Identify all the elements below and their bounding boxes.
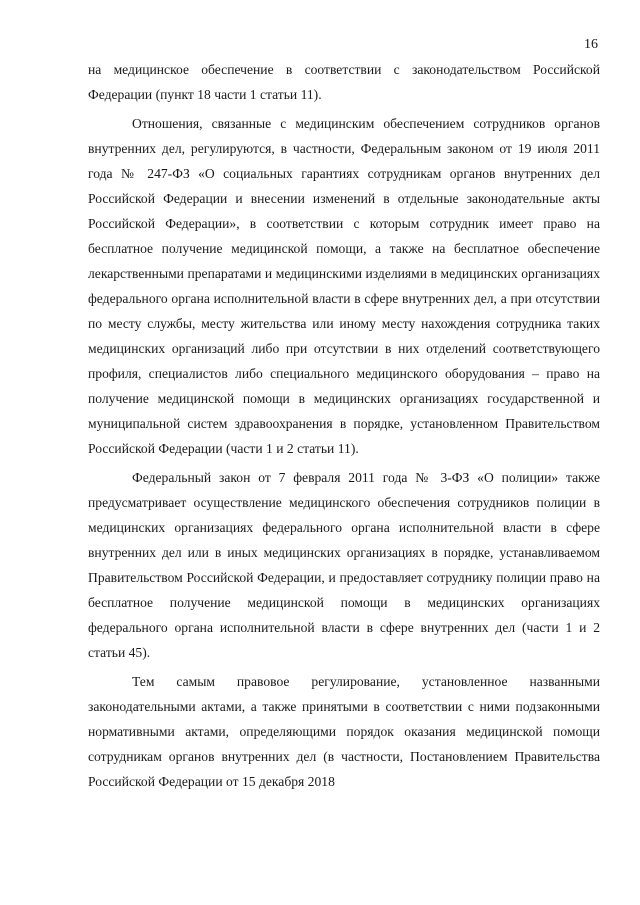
paragraph-medical-support-law: Отношения, связанные с медицинским обеспечением сотрудников органов внутренних дел, регулируются, в частности, Федеральным законом от 19 июля 2011 года № 247-ФЗ «О социальных гарантиях сотрудникам органов внутренних дел Российской Федерации и внесении изменений в отдельные законодательные акты Российской Федерации», в соответствии с которым сотрудник имеет право на бесплатное получение медицинской помощи, а также на бесплатное обеспечение лекарственными препаратами и медицинскими изделиями в медицинских организациях федерального органа исполнительной власти в сфере внутренних дел, а при отсутствии по месту службы, месту жительства или иному месту нахождения сотрудника таких медицинских организаций либо при отсутствии в них отделений соответствующего профиля, специалистов либо специального медицинского оборудования – право на получение медицинской помощи в медицинских организациях государственной и муниципальной систем здравоохранения в порядке, установленном Правительством Российской Федерации (части 1 и 2 статьи 11). (88, 116, 600, 456)
document-body (88, 57, 600, 794)
page-number: 16 (584, 37, 598, 52)
paragraph-police-law: Федеральный закон от 7 февраля 2011 года № 3-ФЗ «О полиции» также предусматривает осуществление медицинского обеспечения сотрудников полиции в медицинских организациях федерального органа исполнительной власти в сфере внутренних дел или в иных медицинских организациях в порядке, устанавливаемом Правительством Российской Федерации, и предоставляет сотруднику полиции право на бесплатное получение медицинской помощи в медицинских организациях федерального органа исполнительной власти в сфере внутренних дел (части 1 и 2 статьи 45). (88, 470, 600, 660)
paragraph-continuation: на медицинское обеспечение в соответствии с законодательством Российской Федерации (пункт 18 части 1 статьи 11). (88, 62, 600, 102)
paragraph-legal-regulation: Тем самым правовое регулирование, установленное названными законодательными актами, а также принятыми в соответствии с ними подзаконными нормативными актами, определяющими порядок оказания медицинской помощи сотрудникам органов внутренних дел (в частности, Постановлением Правительства Российской Федерации от 15 декабря 2018 (88, 674, 600, 789)
